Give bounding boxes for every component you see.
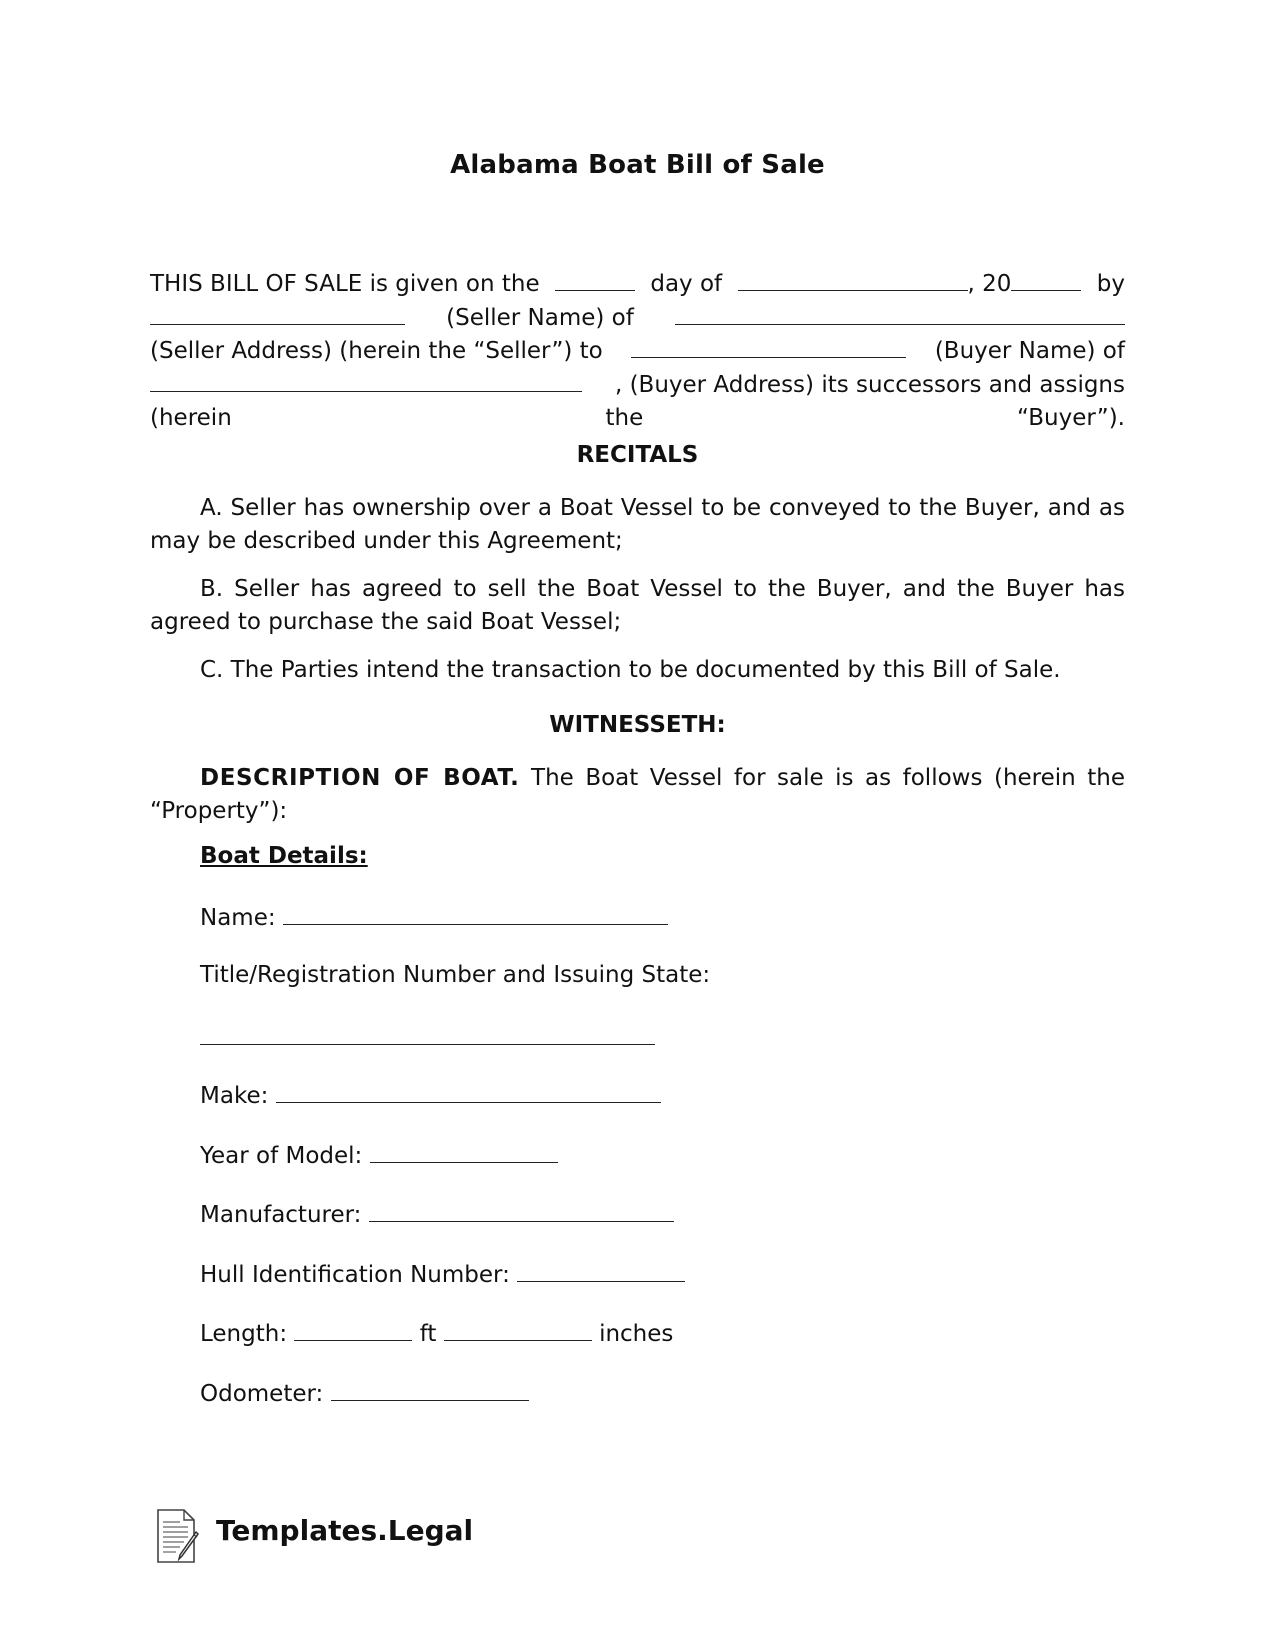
intro-text: (Seller Name) of [446, 304, 634, 331]
length-ft-blank[interactable] [294, 1318, 412, 1341]
intro-text: (Buyer Name) of [934, 338, 1125, 364]
manufacturer-blank[interactable] [369, 1199, 674, 1222]
day-blank[interactable] [555, 268, 635, 291]
seller-name-blank[interactable] [150, 302, 405, 325]
title-registration-field [200, 962, 710, 988]
buyer-name-blank[interactable] [631, 335, 906, 358]
name-label: Name: [200, 905, 276, 931]
description-paragraph [150, 762, 1125, 828]
length-inches-blank[interactable] [444, 1318, 592, 1341]
recitals-heading: RECITALS [576, 442, 699, 468]
hull-id-label: Hull Identification Number: [200, 1262, 510, 1288]
make-blank[interactable] [276, 1080, 661, 1103]
witnesseth-heading: WITNESSETH: [549, 712, 726, 738]
description-label: DESCRIPTION OF BOAT. [200, 765, 520, 791]
odometer-field [200, 1378, 529, 1407]
year-of-model-label: Year of Model: [200, 1143, 363, 1169]
length-field [200, 1318, 673, 1347]
make-field [200, 1080, 661, 1109]
name-field [200, 902, 668, 931]
intro-text: (herein the “Buyer”). [150, 405, 1125, 431]
hull-id-blank[interactable] [517, 1259, 685, 1282]
boat-details-heading: Boat Details: [200, 843, 368, 869]
document-pen-icon [154, 1508, 202, 1564]
footer-brand: Templates.Legal [216, 1514, 474, 1547]
buyer-address-blank[interactable] [150, 369, 582, 392]
length-label: Length: [200, 1321, 288, 1347]
title-registration-blank[interactable] [200, 1022, 655, 1045]
manufacturer-field [200, 1199, 674, 1228]
intro-text: , (Buyer Address) its successors and assigns [614, 371, 1125, 398]
make-label: Make: [200, 1083, 269, 1109]
odometer-blank[interactable] [331, 1378, 529, 1401]
intro-text: (Seller Address) (herein the “Seller”) to [150, 338, 603, 364]
intro-paragraph [150, 268, 1125, 436]
name-blank[interactable] [283, 902, 668, 925]
description-text: The Boat Vessel for sale is as follows (herein the “Property”): [150, 765, 1125, 824]
recital-a: A. Seller has ownership over a Boat Vessel to be conveyed to the Buyer, and as may be described under this Agreement; [150, 495, 1125, 554]
title-registration-label: Title/Registration Number and Issuing State: [200, 962, 711, 988]
recital-c: C. The Parties intend the transaction to be documented by this Bill of Sale. [200, 657, 1061, 683]
month-blank[interactable] [738, 268, 968, 291]
recital-b: B. Seller has agreed to sell the Boat Vessel to the Buyer, and the Buyer has agreed to purchase the said Boat Vessel; [150, 576, 1125, 635]
year-of-model-field [200, 1140, 558, 1169]
length-inches-unit: inches [599, 1321, 674, 1347]
document-title: Alabama Boat Bill of Sale [450, 150, 825, 180]
manufacturer-label: Manufacturer: [200, 1202, 362, 1228]
intro-text: THIS BILL OF SALE is given on the [150, 271, 540, 297]
intro-text: by [1096, 271, 1125, 297]
intro-text: day of [650, 271, 723, 297]
length-ft-unit: ft [419, 1321, 437, 1347]
seller-address-blank[interactable] [675, 302, 1125, 325]
year-blank[interactable] [1011, 268, 1081, 291]
title-registration-line [200, 1022, 655, 1051]
year-of-model-blank[interactable] [370, 1140, 558, 1163]
intro-text: , 20 [967, 271, 1012, 297]
hull-id-field [200, 1259, 685, 1288]
odometer-label: Odometer: [200, 1381, 324, 1407]
